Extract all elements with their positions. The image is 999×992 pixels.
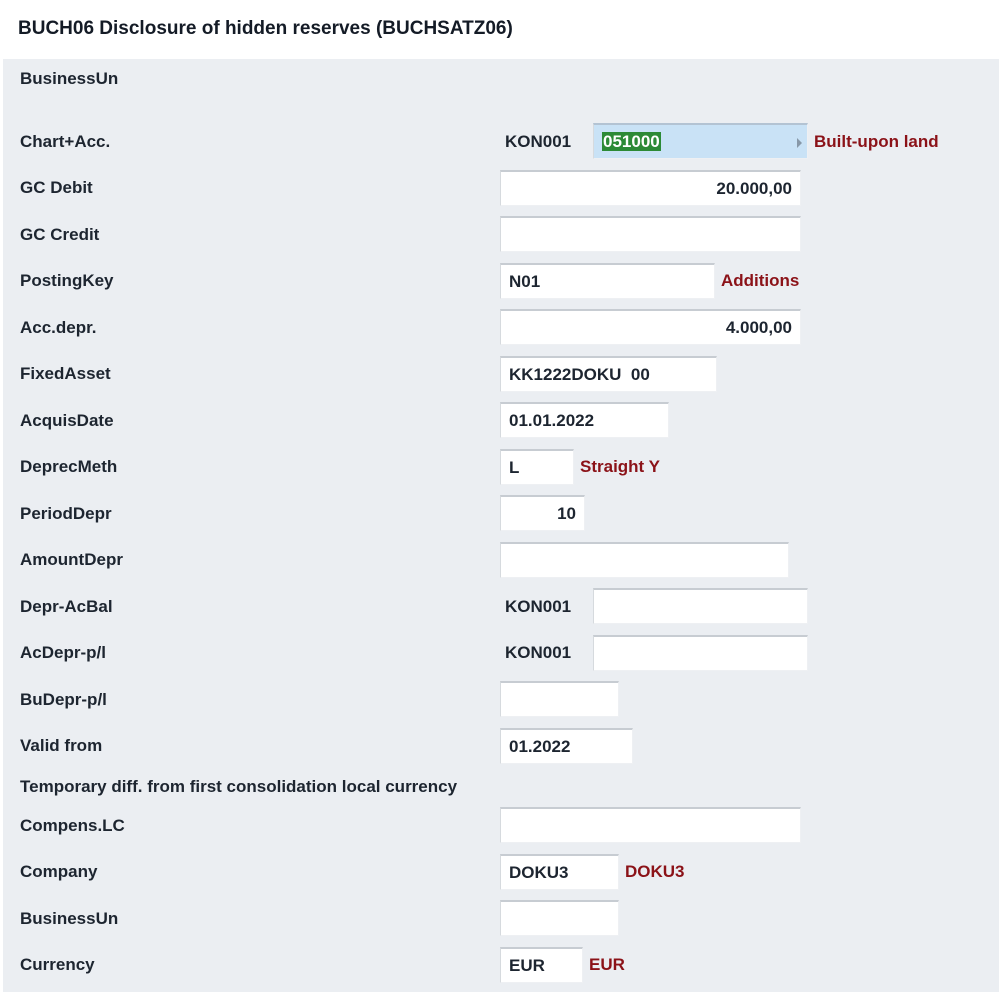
- valid-from-input[interactable]: 01.2022: [500, 728, 633, 764]
- fixed-asset-label: FixedAsset: [20, 364, 111, 383]
- depr-acbal-label: Depr-AcBal: [20, 597, 113, 616]
- budepr-pl-label: BuDepr-p/l: [20, 690, 107, 709]
- posting-key-input[interactable]: N01: [500, 263, 715, 299]
- currency-input[interactable]: EUR: [500, 947, 583, 983]
- acdepr-pl-chart-value: KON001: [505, 643, 572, 662]
- acdepr-pl-label: AcDepr-p/l: [20, 643, 106, 662]
- period-depr-label: PeriodDepr: [20, 504, 112, 523]
- acc-depr-input[interactable]: 4.000,00: [500, 309, 801, 345]
- company-label: Company: [20, 862, 98, 881]
- gc-debit-label: GC Debit: [20, 178, 93, 197]
- gc-credit-label: GC Credit: [20, 225, 100, 244]
- compens-lc-label: Compens.LC: [20, 816, 125, 835]
- chart-acc-account-value: 051000: [603, 132, 660, 151]
- depr-acbal-chart-value: KON001: [505, 597, 572, 616]
- chart-acc-account-input[interactable]: [593, 123, 808, 159]
- posting-key-label: PostingKey: [20, 271, 114, 290]
- acquis-date-label: AcquisDate: [20, 411, 114, 430]
- deprec-meth-description: Straight Y: [580, 457, 660, 476]
- valid-from-label: Valid from: [20, 736, 103, 755]
- deprec-meth-input[interactable]: L: [500, 449, 574, 485]
- expand-arrow-icon[interactable]: [797, 138, 802, 148]
- compens-lc-input[interactable]: [500, 807, 801, 843]
- chart-acc-label: Chart+Acc.: [20, 132, 111, 151]
- business-unit-top-label: BusinessUn: [20, 69, 119, 88]
- business-unit-label: BusinessUn: [20, 909, 119, 928]
- chart-acc-description: Built-upon land: [814, 132, 939, 151]
- amount-depr-label: AmountDepr: [20, 550, 123, 569]
- gc-debit-input[interactable]: 20.000,00: [500, 170, 801, 206]
- deprec-meth-label: DeprecMeth: [20, 457, 118, 476]
- period-depr-input[interactable]: 10: [500, 495, 585, 531]
- budepr-pl-input[interactable]: [500, 681, 619, 717]
- page-title: BUCH06 Disclosure of hidden reserves (BUCHSATZ06): [18, 18, 513, 39]
- depr-acbal-input[interactable]: [593, 588, 808, 624]
- acquis-date-input[interactable]: 01.01.2022: [500, 402, 669, 438]
- fixed-asset-input[interactable]: KK1222DOKU 00: [500, 356, 717, 392]
- currency-label: Currency: [20, 955, 95, 974]
- temp-diff-section-title: Temporary diff. from first consolidation local currency: [20, 777, 458, 796]
- acdepr-pl-input[interactable]: [593, 635, 808, 671]
- gc-credit-input[interactable]: [500, 216, 801, 252]
- currency-description: EUR: [589, 955, 625, 974]
- amount-depr-input[interactable]: [500, 542, 789, 578]
- business-unit-input[interactable]: [500, 900, 619, 936]
- company-description: DOKU3: [625, 862, 685, 881]
- company-input[interactable]: DOKU3: [500, 854, 619, 890]
- chart-acc-chart-value: KON001: [505, 132, 572, 151]
- acc-depr-label: Acc.depr.: [20, 318, 97, 337]
- posting-key-description: Additions: [721, 271, 800, 290]
